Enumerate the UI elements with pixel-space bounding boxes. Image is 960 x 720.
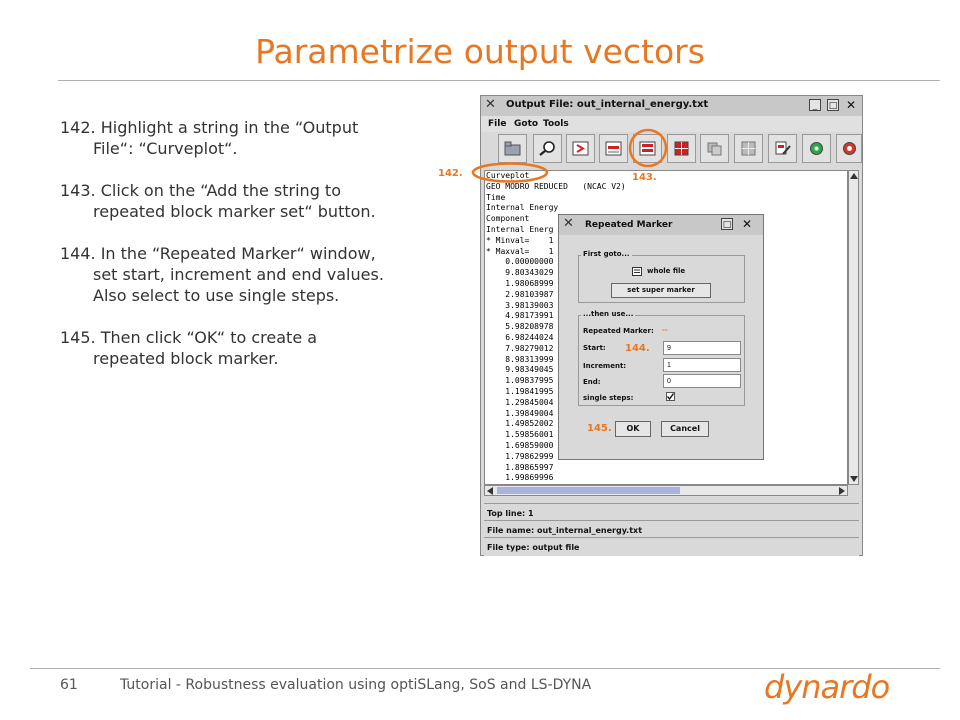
dialog-titlebar: [559, 215, 763, 235]
start-field[interactable]: [663, 341, 741, 355]
text-line[interactable]: 1.89865997: [486, 462, 554, 472]
text-line[interactable]: * Minval= 1: [486, 235, 554, 245]
footer-text: Tutorial - Robustness evaluation using optiSLang, SoS and LS-DYNA: [120, 677, 592, 693]
text-line[interactable]: Internal Energy: [486, 203, 559, 213]
step-142: 142. Highlight a string in the “Output File“: “Curveplot“.: [60, 118, 359, 158]
text-line[interactable]: 9.80343029: [486, 268, 554, 278]
status-file-type: File type: output file: [484, 537, 859, 556]
text-line[interactable]: Component: [486, 214, 530, 224]
text-line[interactable]: 1.39849004: [486, 408, 554, 418]
step-list: [60, 117, 390, 390]
annotation-142: 142.: [438, 168, 463, 179]
scroll-right-icon[interactable]: [839, 487, 845, 495]
scroll-left-icon[interactable]: [487, 487, 493, 495]
red-circle-icon[interactable]: [836, 134, 862, 163]
ok-button[interactable]: OK: [615, 421, 651, 437]
highlight-curveplot-ellipse: [470, 160, 550, 185]
single-steps-checkbox[interactable]: [666, 392, 675, 401]
annotation-143: 143.: [632, 172, 657, 183]
start-label: Start:: [583, 344, 606, 352]
step-145: 145. Then click “OK“ to create a repeated block marker.: [60, 328, 318, 368]
page-number: 61: [60, 677, 78, 693]
whole-file-label[interactable]: whole file: [647, 267, 686, 275]
horizontal-scrollbar[interactable]: [484, 485, 848, 496]
close-button[interactable]: ✕: [845, 98, 857, 112]
annotation-145: 145.: [587, 423, 612, 434]
text-line[interactable]: 8.98313999: [486, 354, 554, 364]
text-line[interactable]: 1.59856001: [486, 430, 554, 440]
maximize-button[interactable]: □: [828, 101, 838, 111]
scroll-up-icon[interactable]: [850, 173, 858, 179]
text-line[interactable]: 3.98139003: [486, 300, 554, 310]
horizontal-scroll-thumb[interactable]: [497, 487, 680, 494]
text-line[interactable]: GEO MODRO REDUCED (NCAC V2): [486, 181, 626, 191]
menu-file[interactable]: File: [488, 119, 507, 129]
dialog-maximize-button[interactable]: □: [722, 220, 732, 230]
goto-arrow-icon[interactable]: [566, 134, 595, 163]
text-line[interactable]: Time: [486, 192, 506, 202]
menu-tools[interactable]: Tools: [543, 119, 569, 129]
text-line[interactable]: 1.19841995: [486, 386, 554, 396]
text-line[interactable]: 0.00000000: [486, 257, 554, 267]
text-line[interactable]: Internal Energ: [486, 224, 554, 234]
step-144: 144. In the “Repeated Marker“ window, set start, increment and end values. Also select to use single steps.: [60, 244, 384, 305]
status-top-line: Top line: 1: [484, 503, 859, 522]
status-file-name: File name: out_internal_energy.txt: [484, 520, 859, 539]
vertical-scrollbar[interactable]: [848, 170, 859, 485]
menu-goto[interactable]: Goto: [514, 119, 539, 129]
step-143: 143. Click on the “Add the string to repeated block marker set“ button.: [60, 181, 376, 221]
window-title: Output File: out_internal_energy.txt: [506, 99, 709, 110]
text-line[interactable]: 5.98208978: [486, 322, 554, 332]
set-marker-icon[interactable]: [599, 134, 628, 163]
repeated-marker-value: --: [662, 326, 668, 334]
annotation-144: 144.: [625, 343, 650, 354]
menu-bar: [481, 116, 862, 132]
text-line[interactable]: 1.79862999: [486, 451, 554, 461]
increment-label: Increment:: [583, 362, 627, 370]
open-file-icon[interactable]: [498, 134, 527, 163]
end-label: End:: [583, 378, 601, 386]
dynardo-logo: dynardo: [764, 668, 890, 706]
edit-marker-icon[interactable]: [768, 134, 797, 163]
text-line[interactable]: 4.98173991: [486, 311, 554, 321]
repeated-marker-label: Repeated Marker:: [583, 327, 654, 335]
end-field[interactable]: [663, 374, 741, 388]
text-line[interactable]: 7.98279012: [486, 343, 554, 353]
green-circle-icon[interactable]: [802, 134, 831, 163]
scroll-down-icon[interactable]: [850, 476, 858, 482]
text-line-curveplot[interactable]: Curveplot: [486, 171, 530, 180]
text-line[interactable]: 1.49852002: [486, 419, 554, 429]
dialog-title: Repeated Marker: [585, 220, 673, 230]
single-steps-label: single steps:: [583, 394, 634, 402]
title-divider: [58, 80, 940, 81]
text-line[interactable]: 6.98244024: [486, 332, 554, 342]
text-line[interactable]: 1.09837995: [486, 376, 554, 386]
search-icon[interactable]: [533, 134, 562, 163]
text-line[interactable]: 1.98068999: [486, 278, 554, 288]
text-line[interactable]: 1.29845004: [486, 397, 554, 407]
grid-gray2-icon[interactable]: [734, 134, 763, 163]
highlight-toolbar-circle: [627, 127, 669, 169]
first-goto-label: First goto...: [583, 250, 630, 258]
text-line[interactable]: * Maxval= 1: [486, 246, 554, 256]
window-titlebar: [481, 96, 862, 116]
grid-gray-icon[interactable]: [700, 134, 729, 163]
whole-file-icon: [632, 267, 642, 276]
cancel-button[interactable]: Cancel: [661, 421, 709, 437]
dialog-close-button[interactable]: ✕: [741, 217, 753, 231]
app-x-icon: ✕: [563, 216, 574, 231]
app-x-icon: ✕: [485, 97, 496, 112]
set-super-marker-button[interactable]: set super marker: [611, 283, 711, 298]
slide-title: Parametrize output vectors: [255, 32, 705, 71]
then-use-label: ...then use...: [583, 310, 634, 318]
increment-field[interactable]: [663, 358, 741, 372]
grid-red-icon[interactable]: [667, 134, 696, 163]
text-line[interactable]: 9.98349045: [486, 365, 554, 375]
text-line[interactable]: 2.98103987: [486, 289, 554, 299]
text-line[interactable]: 1.99869996: [486, 473, 554, 483]
text-line[interactable]: 1.69859000: [486, 440, 554, 450]
minimize-button[interactable]: _: [809, 99, 821, 111]
